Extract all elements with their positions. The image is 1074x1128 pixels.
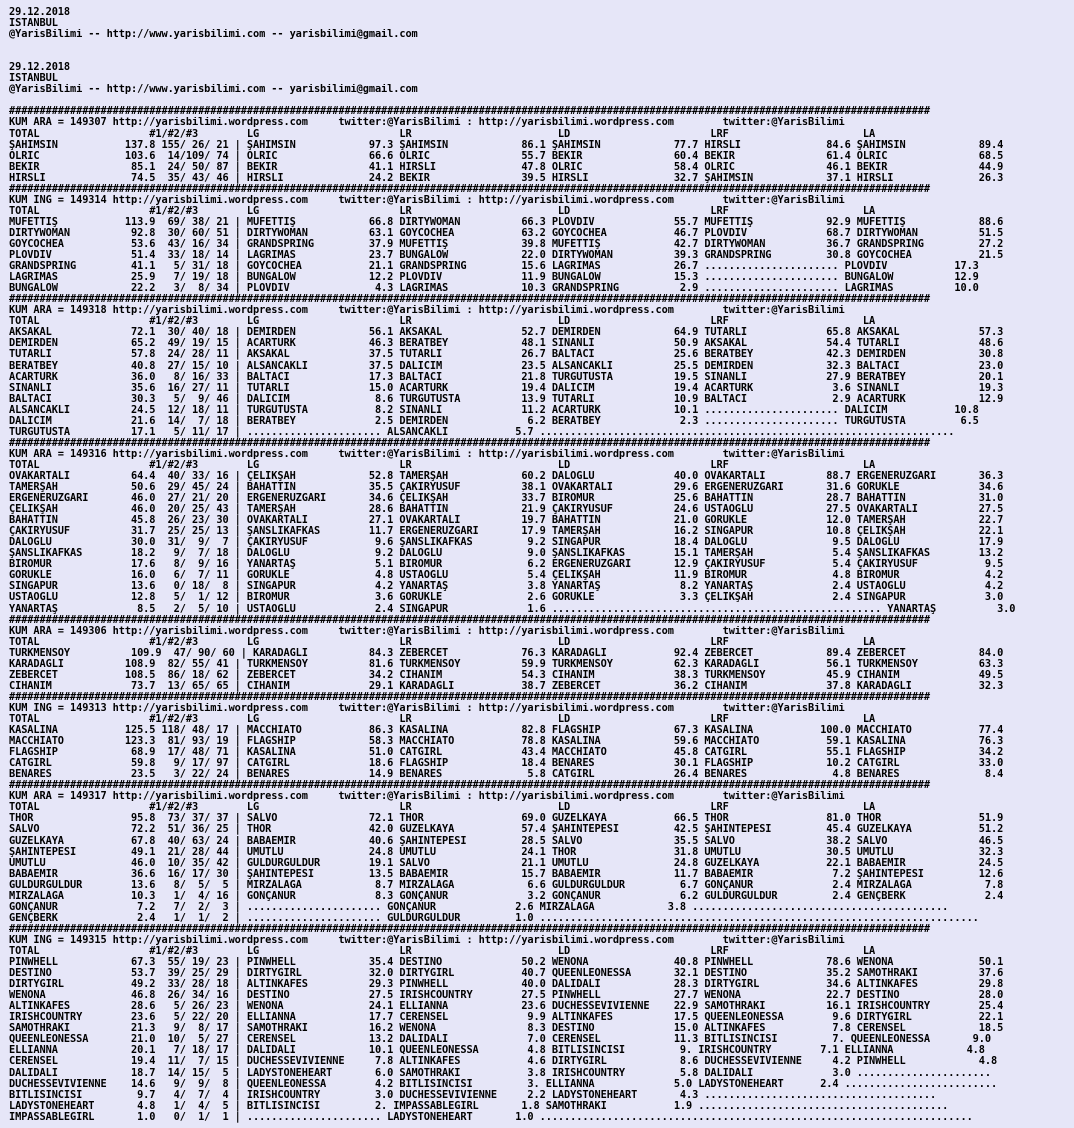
- result-row: YANARTAŞ 8.5 2/ 5/ 10 | USTAOĞLU 2.4 SİNGAPUR 1.6 ...................................................... YANARTAŞ 3.0: [9, 603, 1016, 615]
- result-row: DIRTYWOMAN 92.8 30/ 60/ 51 | DIRTYWOMAN 63.1 GOYCOCHEA 63.2 GOYCOCHEA 46.7 PLOVDIV 68.7 DIRTYWOMAN 51.5: [9, 227, 1004, 239]
- result-row: CİHANIM 73.7 13/ 65/ 65 | CİHANIM 29.1 KARADAĞLI 38.7 ZEBERCET 36.2 CİHANIM 37.8 KARADAĞLI 32.3: [9, 680, 1004, 692]
- result-row: BUNGALOW 22.2 3/ 8/ 34 | PLOVDIV 4.3 LAGRIMAS 10.3 GRANDSPRING 2.9 ...................... LAGRIMAS 10.0: [9, 283, 979, 295]
- result-row: OVAKARTALI 64.4 40/ 33/ 16 | ÇELİKŞAH 52.8 TAMERŞAH 60.2 DALOĞLU 40.0 OVAKARTALI 88.7 ERGENERÜZGARI 36.3: [9, 470, 1004, 482]
- race-title-line: KUM ARA = 149317 http://yarisbilimi.wordpress.com twitter:@YarisBilimi : http://yarisbilimi.wordpress.com twitter:@YarisBilimi: [9, 791, 845, 803]
- race-title-line: KUM ARA = 149307 http://yarisbilimi.wordpress.com twitter:@YarisBilimi : http://yarisbilimi.wordpress.com twitter:@YarisBilimi: [9, 117, 845, 129]
- result-row: ERGENERÜZGARI 46.0 27/ 21/ 20 | ERGENERÜZGARI 34.6 ÇELİKŞAH 33.7 BİRÖMÜR 25.6 BAHATTİN 28.7 BAHATTİN 31.0: [9, 493, 1004, 505]
- separator-line: #######################################################################################################################################################: [9, 780, 930, 792]
- race-title-line: KUM ARA = 149316 http://yarisbilimi.wordpress.com twitter:@YarisBilimi : http://yarisbilimi.wordpress.com twitter:@YarisBilimi: [9, 448, 845, 460]
- result-row: ELLIANNA 20.1 7/ 18/ 17 | DALIDALI 10.1 QUEENLEONESSA 4.8 BİTLİSİNCİSİ 9. IRISHCOUNTRY 7.1 ELLIANNA 4.8: [9, 1045, 985, 1057]
- result-row: GONÇANUR 7.2 7/ 2/ 3 | ...................... GONÇANUR 2.6 MİRZALAGA 3.8 ..........................................: [9, 901, 949, 913]
- result-row: LAGRIMAS 25.9 7/ 19/ 18 | BUNGALOW 12.2 PLOVDIV 11.9 BUNGALOW 15.3 ...................... BUNGALOW 12.9: [9, 272, 979, 284]
- result-row: DALICIM 21.6 14/ 7/ 18 | BERATBEY 2.5 DEMİRDEN 6.2 BERATBEY 2.3 ...................... TURGUTUSTA 6.5: [9, 415, 979, 427]
- result-row: ACARTÜRK 36.0 8/ 16/ 33 | BALTACI 17.3 BALTACI 21.8 TURGUTUSTA 19.5 SİNANLI 27.9 BERATBEY 20.1: [9, 371, 1004, 383]
- result-row: GRANDSPRING 41.1 5/ 31/ 18 | GOYCOCHEA 21.1 GRANDSPRING 15.6 LAGRIMAS 26.7 ...................... PLOVDIV 17.3: [9, 261, 979, 273]
- result-row: SALVO 72.2 51/ 36/ 25 | THOR 42.0 GÜZELKAYA 57.4 ŞAHİNTEPESİ 42.5 ŞAHİNTEPESİ 45.4 GÜZELKAYA 51.2: [9, 824, 1004, 836]
- header-line: ISTANBUL: [9, 73, 58, 85]
- result-row: BEKIR 85.1 24/ 50/ 87 | BEKIR 41.1 HIRSLI 47.8 ÖLRIC 58.4 ÖLRIC 46.1 BEKIR 44.9: [9, 161, 1004, 173]
- result-row: QUEENLEONESSA 21.0 10/ 5/ 27 | CERENSEL 13.2 DALIDALI 7.0 CERENSEL 11.3 BİTLİSİNCİSİ 7. QUEENLEONESSA 9.0: [9, 1034, 991, 1046]
- result-row: ALSANCAKLI 24.5 12/ 18/ 11 | TURGUTUSTA 8.2 SİNANLI 11.2 ACARTÜRK 10.1 ...................... DALICIM 10.8: [9, 404, 979, 416]
- result-row: BİTLİSİNCİSİ 9.7 4/ 7/ 4 | IRISHCOUNTRY 3.0 DUCHESSEVIVIENNE 2.2 LADYSTONEHEART 4.3 ......................................: [9, 1089, 937, 1101]
- race-title-line: KUM ING = 149315 http://yarisbilimi.wordpress.com twitter:@YarisBilimi : http://yarisbilimi.wordpress.com twitter:@YarisBilimi: [9, 934, 845, 946]
- result-row: DIRTYGIRL 49.2 33/ 28/ 18 | ALTINKAFES 29.3 PINWHELL 40.0 DALIDALI 28.3 DIRTYGIRL 34.6 ALTINKAFES 29.8: [9, 979, 1004, 991]
- column-header-line: TOTAL #1/#2/#3 LG LR LD LRF LA: [9, 636, 876, 648]
- result-row: ÇAKIRYUSUF 31.7 25/ 25/ 13 | ŞANSLIKAFKAS 11.7 ERGENERÜZGARI 17.9 TAMERŞAH 16.2 SİNGAPUR 10.8 ÇELİKŞAH 22.1: [9, 526, 1004, 538]
- separator-line: #######################################################################################################################################################: [9, 106, 930, 118]
- result-row: BABAEMİR 36.6 16/ 17/ 30 | ŞAHİNTEPESİ 13.5 BABAEMİR 15.7 BABAEMİR 11.7 BABAEMİR 7.2 ŞAHİNTEPESİ 12.6: [9, 868, 1004, 880]
- separator-line: #######################################################################################################################################################: [9, 437, 930, 449]
- result-row: AKSAKAL 72.1 30/ 40/ 18 | DEMİRDEN 56.1 AKSAKAL 52.7 DEMİRDEN 64.9 TUTARLI 65.8 AKSAKAL 57.3: [9, 327, 1004, 339]
- result-row: MACCHIATO 123.3 81/ 93/ 19 | FLAGSHIP 58.3 MACCHIATO 78.8 KASALINA 59.6 MACCHIATO 59.1 KASALINA 76.3: [9, 736, 1004, 748]
- result-row: TÜRKMENSOY 109.9 47/ 90/ 60 | KARADAĞLI 84.3 ZEBERCET 76.3 KARADAĞLI 92.4 ZEBERCET 89.4 ZEBERCET 84.0: [9, 647, 1004, 659]
- result-row: PLOVDIV 51.4 33/ 18/ 14 | LAGRIMAS 23.7 BUNGALOW 22.0 DIRTYWOMAN 39.3 GRANDSPRING 30.8 GOYCOCHEA 21.5: [9, 250, 1004, 262]
- result-row: MÜFETTİŞ 113.9 69/ 38/ 21 | MÜFETTİŞ 66.8 DIRTYWOMAN 66.3 PLOVDIV 55.7 MÜFETTİŞ 92.9 MÜFETTİŞ 88.6: [9, 216, 1004, 228]
- result-row: UMUTLU 46.0 10/ 35/ 42 | GÜLDÜRGÜLDÜR 19.1 SALVO 21.1 UMUTLU 24.8 GÜZELKAYA 22.1 BABAEMİR 24.5: [9, 857, 1004, 869]
- result-row: SİNANLI 35.6 16/ 27/ 11 | TUTARLI 15.0 ACARTÜRK 19.4 DALICIM 19.4 ACARTÜRK 3.6 SİNANLI 19.3: [9, 382, 1004, 394]
- result-row: HIRSLI 74.5 35/ 43/ 46 | HIRSLI 24.2 BEKIR 39.5 HIRSLI 32.7 ŞAHIMSIN 37.1 HIRSLI 26.3: [9, 172, 1004, 184]
- separator-line: #######################################################################################################################################################: [9, 183, 930, 195]
- column-header-line: TOTAL #1/#2/#3 LG LR LD LRF LA: [9, 459, 876, 471]
- header-line: @YarisBilimi -- http://www.yarisbilimi.com -- yarisbilimi@gmail.com: [9, 84, 418, 96]
- result-row: ŞAHIMSIN 137.8 155/ 26/ 21 | ŞAHIMSIN 97.3 ŞAHIMSIN 86.1 ŞAHIMSIN 77.7 HIRSLI 84.6 ŞAHIMSIN 89.4: [9, 139, 1004, 151]
- result-row: TUTARLI 57.8 24/ 28/ 11 | AKSAKAL 37.5 TUTARLI 26.7 BALTACI 25.6 BERATBEY 42.3 DEMİRDEN 30.8: [9, 349, 1004, 361]
- result-row: LADYSTONEHEART 4.8 1/ 4/ 5 | BİTLİSİNCİSİ 2. IMPASSABLEGIRL 1.8 SAMOTHRAKI 1.9 .........................................: [9, 1100, 949, 1112]
- column-header-line: TOTAL #1/#2/#3 LG LR LD LRF LA: [9, 714, 876, 725]
- result-row: SAMOTHRAKI 21.3 9/ 8/ 17 | SAMOTHRAKI 16.2 WENONA 8.3 DESTINO 15.0 ALTINKAFES 7.8 CERENSEL 18.5: [9, 1023, 1004, 1035]
- race-title-line: KUM ARA = 149318 http://yarisbilimi.wordpress.com twitter:@YarisBilimi : http://yarisbilimi.wordpress.com twitter:@YarisBilimi: [9, 305, 845, 317]
- race-title-line: KUM ING = 149313 http://yarisbilimi.wordpress.com twitter:@YarisBilimi : http://yarisbilimi.wordpress.com twitter:@YarisBilimi: [9, 702, 845, 714]
- separator-line: #######################################################################################################################################################: [9, 294, 930, 306]
- result-row: KARADAĞLI 108.9 82/ 55/ 41 | TÜRKMENSOY 81.6 TÜRKMENSOY 59.9 TÜRKMENSOY 62.3 KARADAĞLI 56.1 TÜRKMENSOY 63.3: [9, 658, 1004, 670]
- result-row: BENARES 23.5 3/ 22/ 24 | BENARES 14.9 BENARES 5.8 CATGIRL 26.4 BENARES 4.8 BENARES 8.4: [9, 769, 1004, 781]
- separator-line: #######################################################################################################################################################: [9, 923, 930, 935]
- result-row: ZEBERCET 108.5 86/ 18/ 62 | ZEBERCET 34.2 CİHANIM 54.3 CİHANIM 38.3 TÜRKMENSOY 45.9 CİHANIM 49.5: [9, 669, 1004, 681]
- result-row: ÖLRIC 103.6 14/109/ 74 | ÖLRIC 66.6 ÖLRIC 55.7 BEKIR 60.4 BEKIR 61.4 ÖLRIC 68.5: [9, 150, 1004, 162]
- result-row: WENONA 46.8 26/ 34/ 16 | DESTINO 27.5 IRISHCOUNTRY 27.5 PINWHELL 27.7 WENONA 22.7 DESTINO 28.0: [9, 990, 1004, 1002]
- result-row: SİNGAPUR 13.6 0/ 18/ 8 | SİNGAPUR 4.2 YANARTAŞ 3.8 YANARTAŞ 8.2 YANARTAŞ 2.4 USTAOĞLU 4.2: [9, 581, 1004, 593]
- result-row: ŞANSLIKAFKAS 18.2 9/ 7/ 18 | DALOĞLU 9.2 DALOĞLU 9.0 ŞANSLIKAFKAS 15.1 TAMERŞAH 5.4 ŞANSLIKAFKAS 13.2: [9, 548, 1004, 560]
- result-row: GÖRÜKLE 16.0 6/ 7/ 11 | GÖRÜKLE 4.8 USTAOĞLU 5.4 ÇELİKŞAH 11.9 BİRÖMÜR 4.8 BİRÖMÜR 4.2: [9, 570, 1004, 582]
- race-title-line: KUM ARA = 149306 http://yarisbilimi.wordpress.com twitter:@YarisBilimi : http://yarisbilimi.wordpress.com twitter:@YarisBilimi: [9, 625, 845, 637]
- header-line: [9, 51, 1069, 62]
- result-row: TURGUTUSTA 17.1 5/ 11/ 17 | ...................... ALSANCAKLI 5.7 ....................................................................: [9, 426, 955, 438]
- result-row: ÇELİKŞAH 46.0 20/ 25/ 43 | TAMERŞAH 28.6 BAHATTİN 21.9 ÇAKIRYUSUF 24.6 USTAOĞLU 27.5 OVAKARTALI 27.5: [9, 504, 1004, 516]
- result-row: CERENSEL 19.4 11/ 7/ 15 | DUCHESSEVIVIENNE 7.8 ALTINKAFES 4.6 DIRTYGIRL 8.6 DUCHESSEVIVIENNE 4.2 PINWHELL 4.8: [9, 1056, 998, 1068]
- result-row: GOYCOCHEA 53.6 43/ 16/ 34 | GRANDSPRING 37.9 MÜFETTİŞ 39.8 MÜFETTİŞ 42.7 DIRTYWOMAN 36.7 GRANDSPRING 27.2: [9, 238, 1004, 250]
- result-row: GÜLDÜRGÜLDÜR 13.6 8/ 5/ 5 | MİRZALAGA 8.7 MİRZALAGA 6.6 GÜLDÜRGÜLDÜR 6.7 GONÇANUR 2.4 MİRZALAGA 7.8: [9, 879, 1004, 891]
- result-row: DALOĞLU 30.0 31/ 9/ 7 | ÇAKIRYUSUF 9.6 ŞANSLIKAFKAS 9.2 SİNGAPUR 18.4 DALOĞLU 9.5 DALOĞLU 17.9: [9, 537, 1004, 549]
- result-row: CATGIRL 59.8 9/ 17/ 97 | CATGIRL 18.6 FLAGSHIP 18.4 BENARES 30.1 FLAGSHIP 10.2 CATGIRL 33.0: [9, 758, 1004, 770]
- result-row: BERATBEY 40.8 27/ 15/ 10 | ALSANCAKLI 37.5 DALICIM 23.5 ALSANCAKLI 25.5 DEMİRDEN 32.3 BALTACI 23.0: [9, 360, 1004, 372]
- separator-line: #######################################################################################################################################################: [9, 691, 930, 703]
- result-row: BAHATTİN 45.8 26/ 23/ 30 | OVAKARTALI 27.1 OVAKARTALI 19.7 BAHATTİN 21.0 GÖRÜKLE 12.0 TAMERŞAH 22.7: [9, 515, 1004, 527]
- header-line: ISTANBUL: [9, 18, 58, 30]
- result-row: THOR 95.8 73/ 37/ 37 | SALVO 72.1 THOR 69.0 GÜZELKAYA 66.5 THOR 81.0 THOR 51.9: [9, 813, 1004, 825]
- column-header-line: TOTAL #1/#2/#3 LG LR LD LRF LA: [9, 205, 876, 217]
- result-row: IRISHCOUNTRY 23.6 5/ 22/ 20 | ELLIANNA 17.7 CERENSEL 9.9 ALTINKAFES 17.5 QUEENLEONESSA 9.6 DIRTYGIRL 22.1: [9, 1012, 1004, 1024]
- result-row: USTAOĞLU 12.8 5/ 1/ 12 | BİRÖMÜR 3.6 GÖRÜKLE 2.6 GÖRÜKLE 3.3 ÇELİKŞAH 2.4 SİNGAPUR 3.0: [9, 592, 1004, 604]
- result-row: FLAGSHIP 68.9 17/ 48/ 71 | KASALINA 51.0 CATGIRL 43.4 MACCHIATO 45.8 CATGIRL 55.1 FLAGSHIP 34.2: [9, 747, 1004, 759]
- result-row: KASALINA 125.5 118/ 48/ 17 | MACCHIATO 86.3 KASALINA 82.8 FLAGSHIP 67.3 KASALINA 100.0 MACCHIATO 77.4: [9, 725, 1004, 737]
- result-row: BİRÖMÜR 17.6 8/ 9/ 16 | YANARTAŞ 5.1 BİRÖMÜR 6.2 ERGENERÜZGARI 12.9 ÇAKIRYUSUF 5.4 ÇAKIRYUSUF 9.5: [9, 559, 1004, 571]
- result-row: BALTACI 30.3 5/ 9/ 46 | DALICIM 8.6 TURGUTUSTA 13.9 TUTARLI 10.9 BALTACI 2.9 ACARTÜRK 12.9: [9, 393, 1004, 405]
- result-row: ŞAHİNTEPESİ 49.1 21/ 28/ 44 | UMUTLU 24.8 UMUTLU 24.1 THOR 31.8 UMUTLU 30.5 UMUTLU 32.3: [9, 846, 1004, 858]
- result-row: GÜZELKAYA 67.8 40/ 63/ 24 | BABAEMİR 40.6 ŞAHİNTEPESİ 28.5 SALVO 35.5 SALVO 38.2 SALVO 46.5: [9, 835, 1004, 847]
- result-row: IMPASSABLEGIRL 1.0 0/ 1/ 1 | ...................... LADYSTONEHEART 1.0 .......................................................................: [9, 1111, 973, 1123]
- header-line: [9, 40, 1069, 51]
- column-header-line: TOTAL #1/#2/#3 LG LR LD LRF LA: [9, 802, 876, 814]
- race-stats-document: [9, 7, 1069, 1123]
- result-row: TAMERŞAH 50.6 29/ 45/ 24 | BAHATTİN 35.5 ÇAKIRYUSUF 38.1 OVAKARTALI 29.6 ERGENERÜZGARI 31.6 GÖRÜKLE 34.6: [9, 482, 1004, 494]
- result-row: DUCHESSEVIVIENNE 14.6 9/ 9/ 8 | QUEENLEONESSA 4.2 BİTLİSİNCİSİ 3. ELLIANNA 5.0 LADYSTONEHEART 2.4 .........................: [9, 1078, 998, 1090]
- separator-line: #######################################################################################################################################################: [9, 614, 930, 626]
- column-header-line: TOTAL #1/#2/#3 LG LR LD LRF LA: [9, 128, 876, 140]
- column-header-line: TOTAL #1/#2/#3 LG LR LD LRF LA: [9, 945, 876, 957]
- result-row: DESTINO 53.7 39/ 25/ 29 | DIRTYGIRL 32.0 DIRTYGIRL 40.7 QUEENLEONESSA 32.1 DESTINO 35.2 SAMOTHRAKI 37.6: [9, 968, 1004, 980]
- result-row: GENÇBERK 2.4 1/ 1/ 2 | ...................... GÜLDÜRGÜLDÜR 1.0 ........................................................................: [9, 912, 979, 924]
- header-line: 29.12.2018: [9, 62, 70, 74]
- race-title-line: KUM ING = 149314 http://yarisbilimi.wordpress.com twitter:@YarisBilimi : http://yarisbilimi.wordpress.com twitter:@YarisBilimi: [9, 194, 845, 206]
- column-header-line: TOTAL #1/#2/#3 LG LR LD LRF LA: [9, 316, 876, 328]
- result-row: DALIDALI 18.7 14/ 15/ 5 | LADYSTONEHEART 6.0 SAMOTHRAKI 3.8 IRISHCOUNTRY 5.8 DALIDALI 3.0 ......................: [9, 1067, 991, 1079]
- header-line: @YarisBilimi -- http://www.yarisbilimi.com -- yarisbilimi@gmail.com: [9, 29, 418, 41]
- result-row: DEMİRDEN 65.2 49/ 19/ 15 | ACARTÜRK 46.3 BERATBEY 48.1 SİNANLI 50.9 AKSAKAL 54.4 TUTARLI 48.6: [9, 338, 1004, 350]
- header-line: 29.12.2018: [9, 7, 70, 18]
- header-line: [9, 95, 1069, 106]
- result-row: MİRZALAGA 10.3 1/ 4/ 16 | GONÇANUR 8.3 GONÇANUR 3.2 GONÇANUR 6.2 GÜLDÜRGÜLDÜR 2.4 GENÇBERK 2.4: [9, 890, 1004, 902]
- result-row: PINWHELL 67.3 55/ 19/ 23 | PINWHELL 35.4 DESTINO 50.2 WENONA 40.8 PINWHELL 78.6 WENONA 50.1: [9, 957, 1004, 969]
- result-row: ALTINKAFES 28.6 5/ 26/ 23 | WENONA 24.1 ELLIANNA 23.6 DUCHESSEVIVIENNE 22.9 SAMOTHRAKI 16.1 IRISHCOUNTRY 25.4: [9, 1001, 1004, 1013]
